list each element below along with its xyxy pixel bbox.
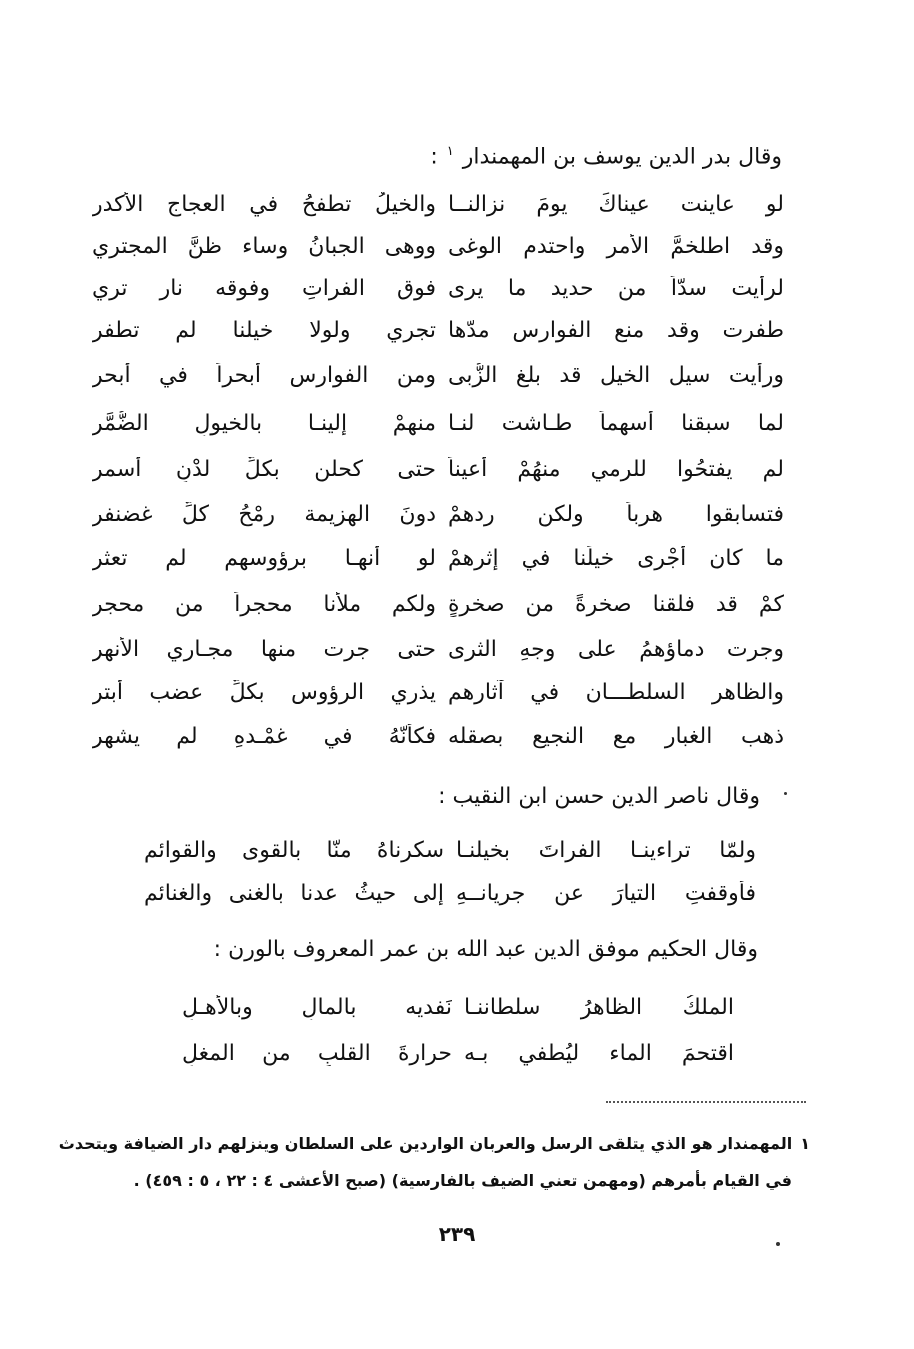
verse <box>92 716 784 756</box>
verse-first-hemistich: ما كان أجْرى خيلَنا في إثرهمْ <box>448 545 784 571</box>
verse <box>92 449 784 489</box>
verse <box>182 987 734 1027</box>
verse <box>92 538 784 578</box>
scan-speck <box>776 1242 780 1246</box>
verse <box>92 584 784 624</box>
verse-first-hemistich: الملكُ الظاهرُ سلطاننـا <box>464 994 734 1020</box>
verse <box>144 873 756 913</box>
verse-first-hemistich: لو عاينت عيناكَ يومَ نزالنــا <box>448 191 784 217</box>
verse-first-hemistich: اقتحمَ الماء ليُطفي بـه <box>464 1040 734 1066</box>
footnote-reference: ١ <box>446 144 454 159</box>
poem2-heading: وقال ناصر الدين حسن ابن النقيب : <box>438 784 760 809</box>
verse <box>92 268 784 308</box>
verse-first-hemistich: والظاهر السلطـــان في آثارهم <box>448 679 784 705</box>
verse-first-hemistich: لرأيت سدّاً من حديد ما يرى <box>448 275 784 301</box>
verse-second-hemistich: تجري ولولا خيلنا لم تطفر <box>92 317 436 343</box>
verse-second-hemistich: منهمْ إلينـا بالخيولِ الضُّمَّر <box>92 410 436 436</box>
scan-speck <box>784 792 787 795</box>
verse-second-hemistich: إلى حيثُ عدنا بالغنى والغنائم <box>144 880 444 906</box>
verse <box>92 672 784 712</box>
verse <box>144 830 756 870</box>
verse-first-hemistich: فتسابقوا هرباً ولكن ردهمْ <box>448 501 784 527</box>
verse-second-hemistich: فوق الفراتِ وفوقه نار تري <box>92 275 436 301</box>
verse-first-hemistich: ذهب الغبار مع النجيع بصقله <box>448 723 784 749</box>
verse-second-hemistich: سكرناهُ منّا بالقوى والقوائمِ <box>144 837 444 863</box>
verse-first-hemistich: ورأيت سيل الخيل قد بلغ الزُّبى <box>448 362 784 388</box>
verse <box>92 494 784 534</box>
verse <box>92 310 784 350</box>
verse-second-hemistich: ومن الفوارس أبحراً في أبحر <box>92 362 436 388</box>
verse <box>92 184 784 224</box>
verse-second-hemistich: حرارةَ القلبِ من المغلِ <box>182 1040 452 1066</box>
verse-second-hemistich: ووهى الجبانُ وساء ظنَّ المجتري <box>92 233 436 259</box>
verse-first-hemistich: فأوقفتِ التيارَ عن جريانــهِ <box>456 880 756 906</box>
verse <box>92 629 784 669</box>
verse-second-hemistich: يذري الرؤوس بكلِّ عضب أبتر <box>92 679 436 705</box>
poem1-heading-text: وقال بدر الدين يوسف بن المهمندار <box>462 144 782 170</box>
footnote-number: ١ <box>800 1134 810 1153</box>
footnote-line-2: في القيام بأمرهم (ومهمن تعني الضيف بالفارسية) (صبح الأعشى ٤ : ٢٢ ، ٥ : ٤٥٩) . <box>133 1171 792 1190</box>
verse-first-hemistich: وجرت دماؤهمُ على وجهِ الثرى <box>448 636 784 662</box>
verse-second-hemistich: نَفديه بالمالِ وبالأهـلِ <box>182 994 452 1020</box>
verse-second-hemistich: ولكم ملأنا محجراً من محجر <box>92 591 436 617</box>
page-number: ٢٣٩ <box>438 1222 476 1246</box>
verse-second-hemistich: دونَ الهزيمة رمْحُ كلِّ غضنفر <box>92 501 436 527</box>
verse-second-hemistich: فكأنّهُ في غمْـدهِ لم يشهر <box>92 723 436 749</box>
verse-first-hemistich: كمْ قد فلقنا صخرةً من صخرةٍ <box>448 591 784 617</box>
verse-first-hemistich: لم يفتحُوا للرمي منهُمْ أعيناً <box>448 456 784 482</box>
footnote-text-1: المهمندار هو الذي يتلقى الرسل والعربان الواردين على السلطان وينزلهم دار الضيافة ويتحدث <box>58 1134 793 1153</box>
poem1-heading <box>430 137 782 172</box>
verse-second-hemistich: لو أنهـا برؤوسهم لم تعثر <box>92 545 436 571</box>
verse-second-hemistich: حتى كحلن بكلِّ لدْنٍ أسمر <box>92 456 436 482</box>
verse-first-hemistich: وقد اطلخمَّ الأمر واحتدم الوغى <box>448 233 784 259</box>
verse-second-hemistich: حتى جرت منها مجـاري الأنهر <box>92 636 436 662</box>
poem3-heading: وقال الحكيم موفق الدين عبد الله بن عمر المعروف بالورن : <box>213 937 758 962</box>
footnote-line-1 <box>58 1129 810 1159</box>
footnote-separator <box>606 1101 806 1103</box>
verse-first-hemistich: لما سبقنا أسهماً طـاشت لنـا <box>448 410 784 436</box>
verse-first-hemistich: طفرت وقد منع الفوارس مدّها <box>448 317 784 343</box>
verse <box>182 1033 734 1073</box>
verse <box>92 403 784 443</box>
heading-colon: : <box>430 144 438 170</box>
verse <box>92 355 784 395</box>
verse-second-hemistich: والخيلُ تطفحُ في العجاج الأكدرِ <box>92 191 436 217</box>
verse <box>92 226 784 266</box>
verse-first-hemistich: ولمّا تراءينـا الفراتَ بخيلنـا <box>456 837 756 863</box>
